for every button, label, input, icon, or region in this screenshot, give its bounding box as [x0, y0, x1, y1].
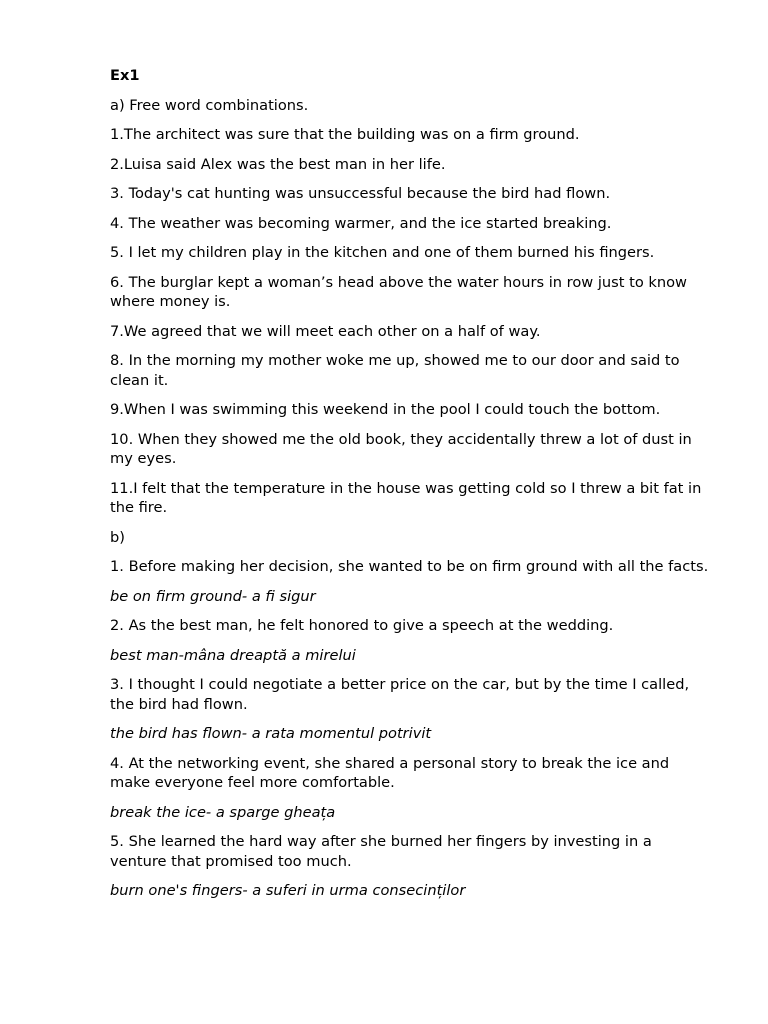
- section-a-item: 7.We agreed that we will meet each other on a half of way.: [110, 322, 541, 340]
- section-a-item: 6. The burglar kept a woman’s head above the water hours in row just to know where money is.: [110, 273, 687, 310]
- section-b-sentence: 3. I thought I could negotiate a better price on the car, but by the time I called, the bird had flown.: [110, 676, 690, 713]
- section-b-idiom: be on firm ground- a fi sigur: [110, 587, 316, 605]
- section-a-item: 2.Luisa said Alex was the best man in her life.: [110, 155, 446, 173]
- section-b-sentence: 4. At the networking event, she shared a personal story to break the ice and make everyone feel more comfortable.: [110, 754, 670, 791]
- section-a-item: 4. The weather was becoming warmer, and the ice started breaking.: [110, 214, 612, 232]
- section-a-item: 10. When they showed me the old book, they accidentally threw a lot of dust in my eyes.: [110, 430, 692, 467]
- section-a-item: 5. I let my children play in the kitchen and one of them burned his fingers.: [110, 244, 655, 261]
- section-b-idiom: burn one's fingers- a suferi in urma consecinților: [110, 882, 466, 899]
- section-a-item: 1.The architect was sure that the building was on a firm ground.: [110, 126, 580, 143]
- section-a-item: 8. In the morning my mother woke me up, showed me to our door and said to clean it.: [110, 352, 680, 389]
- section-a-item: 9.When I was swimming this weekend in the pool I could touch the bottom.: [110, 401, 661, 418]
- section-b-sentence: 5. She learned the hard way after she burned her fingers by investing in a venture that promised too much.: [110, 833, 652, 870]
- section-b-sentence: 1. Before making her decision, she wanted to be on firm ground with all the facts.: [110, 558, 709, 575]
- section-a-title: a) Free word combinations.: [110, 96, 309, 114]
- section-b-idiom: best man-mâna dreaptă a mirelui: [110, 646, 356, 664]
- document-page: [110, 66, 710, 911]
- document-heading: Ex1: [110, 67, 140, 84]
- section-b-idiom: break the ice- a sparge gheața: [110, 803, 336, 821]
- section-a-item: 11.I felt that the temperature in the house was getting cold so I threw a bit fat in the fire.: [110, 479, 702, 516]
- section-b-sentence: 2. As the best man, he felt honored to give a speech at the wedding.: [110, 617, 614, 634]
- section-b-idiom: the bird has flown- a rata momentul potrivit: [110, 725, 432, 742]
- section-a-item: 3. Today's cat hunting was unsuccessful because the bird had flown.: [110, 185, 611, 202]
- section-b-title: b): [110, 528, 125, 546]
